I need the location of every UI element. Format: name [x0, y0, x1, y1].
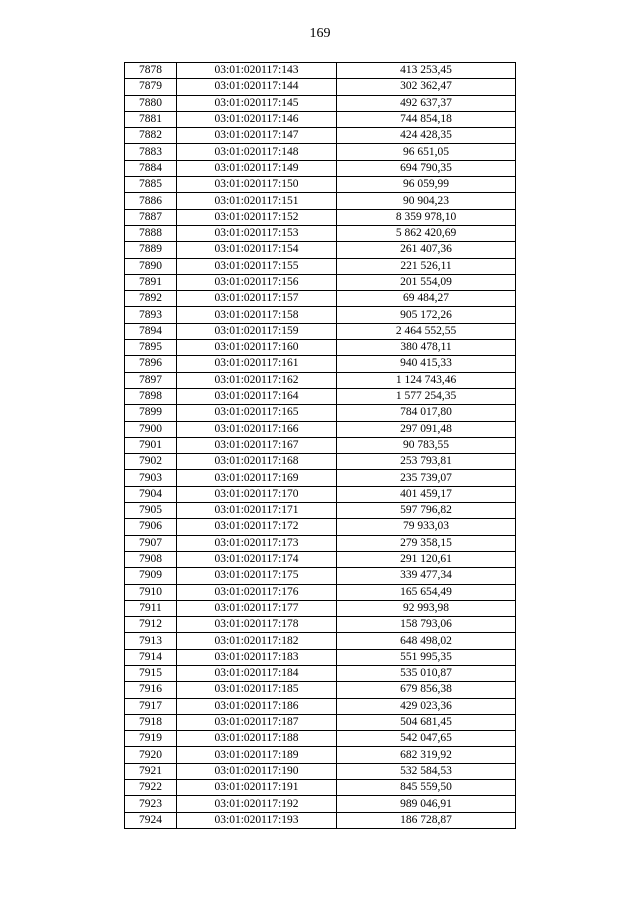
table-row	[125, 535, 516, 551]
cadastral-number-cell: 03:01:020117:157	[177, 291, 337, 307]
table-row	[125, 128, 516, 144]
cadastral-number-cell: 03:01:020117:188	[177, 731, 337, 747]
row-number-cell: 7883	[125, 144, 177, 160]
table-row	[125, 209, 516, 225]
row-number-cell: 7899	[125, 405, 177, 421]
cadastral-value-cell: 79 933,03	[337, 519, 516, 535]
cadastral-number-cell: 03:01:020117:162	[177, 372, 337, 388]
table-row	[125, 584, 516, 600]
cadastral-number-cell: 03:01:020117:143	[177, 63, 337, 79]
row-number-cell: 7881	[125, 111, 177, 127]
row-number-cell: 7905	[125, 503, 177, 519]
row-number-cell: 7913	[125, 633, 177, 649]
cadastral-value-cell: 989 046,91	[337, 796, 516, 812]
cadastral-value-cell: 279 358,15	[337, 535, 516, 551]
table-row	[125, 323, 516, 339]
cadastral-value-cell: 648 498,02	[337, 633, 516, 649]
cadastral-value-cell: 339 477,34	[337, 568, 516, 584]
cadastral-number-cell: 03:01:020117:183	[177, 649, 337, 665]
cadastral-number-cell: 03:01:020117:175	[177, 568, 337, 584]
table-row	[125, 388, 516, 404]
cadastral-value-cell: 291 120,61	[337, 551, 516, 567]
table-row	[125, 144, 516, 160]
table-row	[125, 193, 516, 209]
cadastral-value-cell: 90 783,55	[337, 437, 516, 453]
cadastral-value-cell: 201 554,09	[337, 274, 516, 290]
table-row	[125, 551, 516, 567]
row-number-cell: 7893	[125, 307, 177, 323]
row-number-cell: 7914	[125, 649, 177, 665]
table-row	[125, 486, 516, 502]
cadastral-number-cell: 03:01:020117:182	[177, 633, 337, 649]
cadastral-number-cell: 03:01:020117:149	[177, 160, 337, 176]
cadastral-value-cell: 532 584,53	[337, 763, 516, 779]
cadastral-number-cell: 03:01:020117:150	[177, 177, 337, 193]
cadastral-number-cell: 03:01:020117:164	[177, 388, 337, 404]
table-row	[125, 454, 516, 470]
row-number-cell: 7901	[125, 437, 177, 453]
cadastral-number-cell: 03:01:020117:156	[177, 274, 337, 290]
row-number-cell: 7904	[125, 486, 177, 502]
cadastral-number-cell: 03:01:020117:172	[177, 519, 337, 535]
cadastral-value-cell: 845 559,50	[337, 780, 516, 796]
cadastral-value-cell: 302 362,47	[337, 79, 516, 95]
table-row	[125, 698, 516, 714]
cadastral-value-cell: 1 124 743,46	[337, 372, 516, 388]
cadastral-value-cell: 492 637,37	[337, 95, 516, 111]
table-row	[125, 225, 516, 241]
row-number-cell: 7896	[125, 356, 177, 372]
cadastral-value-cell: 784 017,80	[337, 405, 516, 421]
table-row	[125, 421, 516, 437]
row-number-cell: 7924	[125, 812, 177, 828]
row-number-cell: 7887	[125, 209, 177, 225]
cadastral-number-cell: 03:01:020117:145	[177, 95, 337, 111]
row-number-cell: 7923	[125, 796, 177, 812]
cadastral-value-cell: 551 995,35	[337, 649, 516, 665]
table-row	[125, 291, 516, 307]
row-number-cell: 7909	[125, 568, 177, 584]
row-number-cell: 7908	[125, 551, 177, 567]
table-row	[125, 649, 516, 665]
table-row	[125, 160, 516, 176]
row-number-cell: 7888	[125, 225, 177, 241]
table-row	[125, 111, 516, 127]
cadastral-number-cell: 03:01:020117:190	[177, 763, 337, 779]
cadastral-number-cell: 03:01:020117:155	[177, 258, 337, 274]
cadastral-value-cell: 504 681,45	[337, 714, 516, 730]
row-number-cell: 7910	[125, 584, 177, 600]
cadastral-value-cell: 297 091,48	[337, 421, 516, 437]
cadastral-value-cell: 1 577 254,35	[337, 388, 516, 404]
table-row	[125, 340, 516, 356]
row-number-cell: 7878	[125, 63, 177, 79]
row-number-cell: 7918	[125, 714, 177, 730]
cadastral-number-cell: 03:01:020117:192	[177, 796, 337, 812]
row-number-cell: 7917	[125, 698, 177, 714]
cadastral-value-cell: 5 862 420,69	[337, 225, 516, 241]
row-number-cell: 7882	[125, 128, 177, 144]
row-number-cell: 7916	[125, 682, 177, 698]
row-number-cell: 7894	[125, 323, 177, 339]
cadastral-value-cell: 8 359 978,10	[337, 209, 516, 225]
row-number-cell: 7889	[125, 242, 177, 258]
cadastral-value-cell: 96 059,99	[337, 177, 516, 193]
table-row	[125, 763, 516, 779]
cadastral-number-cell: 03:01:020117:177	[177, 600, 337, 616]
cadastral-number-cell: 03:01:020117:178	[177, 617, 337, 633]
row-number-cell: 7920	[125, 747, 177, 763]
table-row	[125, 600, 516, 616]
cadastral-number-cell: 03:01:020117:158	[177, 307, 337, 323]
row-number-cell: 7907	[125, 535, 177, 551]
row-number-cell: 7921	[125, 763, 177, 779]
cadastral-number-cell: 03:01:020117:186	[177, 698, 337, 714]
table-row	[125, 470, 516, 486]
cadastral-number-cell: 03:01:020117:151	[177, 193, 337, 209]
cadastral-value-cell: 221 526,11	[337, 258, 516, 274]
cadastral-number-cell: 03:01:020117:189	[177, 747, 337, 763]
table-row	[125, 796, 516, 812]
cadastral-number-cell: 03:01:020117:152	[177, 209, 337, 225]
table-row	[125, 682, 516, 698]
row-number-cell: 7912	[125, 617, 177, 633]
cadastral-number-cell: 03:01:020117:144	[177, 79, 337, 95]
cadastral-value-cell: 2 464 552,55	[337, 323, 516, 339]
cadastral-number-cell: 03:01:020117:154	[177, 242, 337, 258]
cadastral-number-cell: 03:01:020117:147	[177, 128, 337, 144]
table-row	[125, 503, 516, 519]
cadastral-value-table	[124, 62, 516, 829]
table-row	[125, 372, 516, 388]
table-row	[125, 405, 516, 421]
cadastral-value-cell: 424 428,35	[337, 128, 516, 144]
row-number-cell: 7903	[125, 470, 177, 486]
row-number-cell: 7892	[125, 291, 177, 307]
row-number-cell: 7919	[125, 731, 177, 747]
cadastral-number-cell: 03:01:020117:191	[177, 780, 337, 796]
cadastral-value-cell: 69 484,27	[337, 291, 516, 307]
cadastral-number-cell: 03:01:020117:146	[177, 111, 337, 127]
table-row	[125, 242, 516, 258]
table-row	[125, 519, 516, 535]
cadastral-number-cell: 03:01:020117:167	[177, 437, 337, 453]
table-row	[125, 731, 516, 747]
row-number-cell: 7906	[125, 519, 177, 535]
row-number-cell: 7915	[125, 665, 177, 681]
cadastral-number-cell: 03:01:020117:184	[177, 665, 337, 681]
row-number-cell: 7890	[125, 258, 177, 274]
row-number-cell: 7895	[125, 340, 177, 356]
table-row	[125, 274, 516, 290]
table-row	[125, 79, 516, 95]
table-row	[125, 617, 516, 633]
table-row	[125, 95, 516, 111]
cadastral-number-cell: 03:01:020117:169	[177, 470, 337, 486]
cadastral-value-cell: 694 790,35	[337, 160, 516, 176]
row-number-cell: 7886	[125, 193, 177, 209]
cadastral-value-cell: 542 047,65	[337, 731, 516, 747]
cadastral-value-cell: 380 478,11	[337, 340, 516, 356]
row-number-cell: 7897	[125, 372, 177, 388]
row-number-cell: 7900	[125, 421, 177, 437]
cadastral-value-cell: 535 010,87	[337, 665, 516, 681]
cadastral-number-cell: 03:01:020117:173	[177, 535, 337, 551]
row-number-cell: 7879	[125, 79, 177, 95]
row-number-cell: 7922	[125, 780, 177, 796]
cadastral-value-cell: 401 459,17	[337, 486, 516, 502]
row-number-cell: 7902	[125, 454, 177, 470]
cadastral-number-cell: 03:01:020117:153	[177, 225, 337, 241]
cadastral-value-cell: 186 728,87	[337, 812, 516, 828]
cadastral-number-cell: 03:01:020117:165	[177, 405, 337, 421]
table-row	[125, 568, 516, 584]
cadastral-number-cell: 03:01:020117:168	[177, 454, 337, 470]
cadastral-number-cell: 03:01:020117:159	[177, 323, 337, 339]
cadastral-number-cell: 03:01:020117:176	[177, 584, 337, 600]
table-row	[125, 633, 516, 649]
cadastral-value-cell: 429 023,36	[337, 698, 516, 714]
table-row	[125, 714, 516, 730]
table-row	[125, 356, 516, 372]
cadastral-number-cell: 03:01:020117:193	[177, 812, 337, 828]
page-number: 169	[309, 26, 331, 41]
table-row	[125, 63, 516, 79]
cadastral-number-cell: 03:01:020117:161	[177, 356, 337, 372]
cadastral-number-cell: 03:01:020117:185	[177, 682, 337, 698]
table-row	[125, 177, 516, 193]
cadastral-value-cell: 90 904,23	[337, 193, 516, 209]
row-number-cell: 7885	[125, 177, 177, 193]
table-row	[125, 258, 516, 274]
cadastral-number-cell: 03:01:020117:171	[177, 503, 337, 519]
cadastral-value-cell: 679 856,38	[337, 682, 516, 698]
table-row	[125, 780, 516, 796]
table-row	[125, 812, 516, 828]
row-number-cell: 7884	[125, 160, 177, 176]
row-number-cell: 7898	[125, 388, 177, 404]
table-body	[125, 63, 516, 829]
table-row	[125, 747, 516, 763]
table-row	[125, 307, 516, 323]
cadastral-value-cell: 253 793,81	[337, 454, 516, 470]
cadastral-value-cell: 92 993,98	[337, 600, 516, 616]
cadastral-number-cell: 03:01:020117:170	[177, 486, 337, 502]
cadastral-value-cell: 682 319,92	[337, 747, 516, 763]
cadastral-number-cell: 03:01:020117:148	[177, 144, 337, 160]
cadastral-number-cell: 03:01:020117:174	[177, 551, 337, 567]
cadastral-value-cell: 940 415,33	[337, 356, 516, 372]
cadastral-value-cell: 597 796,82	[337, 503, 516, 519]
cadastral-number-cell: 03:01:020117:166	[177, 421, 337, 437]
row-number-cell: 7891	[125, 274, 177, 290]
cadastral-value-cell: 96 651,05	[337, 144, 516, 160]
cadastral-value-cell: 235 739,07	[337, 470, 516, 486]
table-row	[125, 665, 516, 681]
cadastral-value-cell: 744 854,18	[337, 111, 516, 127]
row-number-cell: 7880	[125, 95, 177, 111]
cadastral-value-cell: 905 172,26	[337, 307, 516, 323]
cadastral-number-cell: 03:01:020117:187	[177, 714, 337, 730]
cadastral-number-cell: 03:01:020117:160	[177, 340, 337, 356]
table-row	[125, 437, 516, 453]
cadastral-value-cell: 165 654,49	[337, 584, 516, 600]
row-number-cell: 7911	[125, 600, 177, 616]
cadastral-value-cell: 413 253,45	[337, 63, 516, 79]
cadastral-value-cell: 158 793,06	[337, 617, 516, 633]
cadastral-value-cell: 261 407,36	[337, 242, 516, 258]
